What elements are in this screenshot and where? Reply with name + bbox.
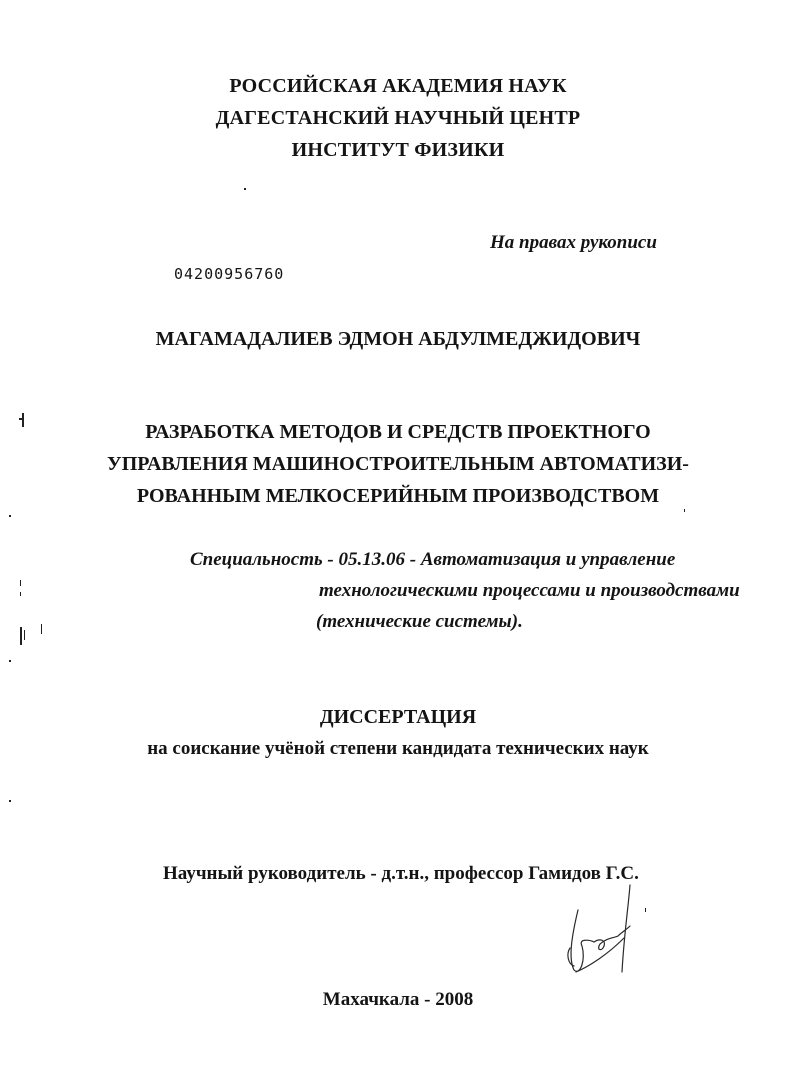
scan-artifact: [19, 418, 22, 420]
scan-artifact: [24, 630, 25, 640]
scan-artifact: [41, 624, 42, 634]
specialty-line-2: технологическими процессами и производствами: [319, 580, 740, 601]
place-year: Махачкала - 2008: [322, 989, 474, 1010]
scan-artifact: [20, 580, 21, 586]
org-line-center: ДАГЕСТАНСКИЙ НАУЧНЫЙ ЦЕНТР: [215, 107, 581, 129]
title-line-3: РОВАННЫМ МЕЛКОСЕРИЙНЫМ ПРОИЗВОДСТВОМ: [136, 485, 660, 507]
registry-number: 04200956760: [174, 265, 285, 283]
scan-artifact: [645, 908, 646, 912]
specialty-line-1: Специальность - 05.13.06 - Автоматизация и управление: [190, 549, 676, 570]
scan-artifact: [684, 509, 685, 512]
scan-artifact: [20, 592, 21, 596]
manuscript-note: На правах рукописи: [490, 232, 657, 253]
org-line-academy: РОССИЙСКАЯ АКАДЕМИЯ НАУК: [229, 75, 567, 97]
org-line-institute: ИНСТИТУТ ФИЗИКИ: [291, 139, 505, 161]
title-line-1: РАЗРАБОТКА МЕТОДОВ И СРЕДСТВ ПРОЕКТНОГО: [145, 421, 651, 443]
title-line-2: УПРАВЛЕНИЯ МАШИНОСТРОИТЕЛЬНЫМ АВТОМАТИЗИ-: [107, 453, 689, 475]
scan-artifact: [244, 188, 246, 190]
specialty-line-3: (технические системы).: [316, 611, 523, 632]
supervisor-line: Научный руководитель - д.т.н., профессор Гамидов Г.С.: [163, 863, 639, 884]
scan-artifact: [22, 413, 24, 427]
signature-image: [560, 880, 650, 980]
work-type: ДИССЕРТАЦИЯ: [319, 706, 477, 728]
scan-artifact: [20, 627, 22, 645]
scan-artifact: [9, 660, 11, 662]
scan-artifact: [9, 515, 11, 517]
scan-artifact: [9, 800, 11, 802]
author-name: МАГАМАДАЛИЕВ ЭДМОН АБДУЛМЕДЖИДОВИЧ: [155, 328, 641, 350]
degree-line: на соискание учёной степени кандидата технических наук: [147, 738, 649, 759]
